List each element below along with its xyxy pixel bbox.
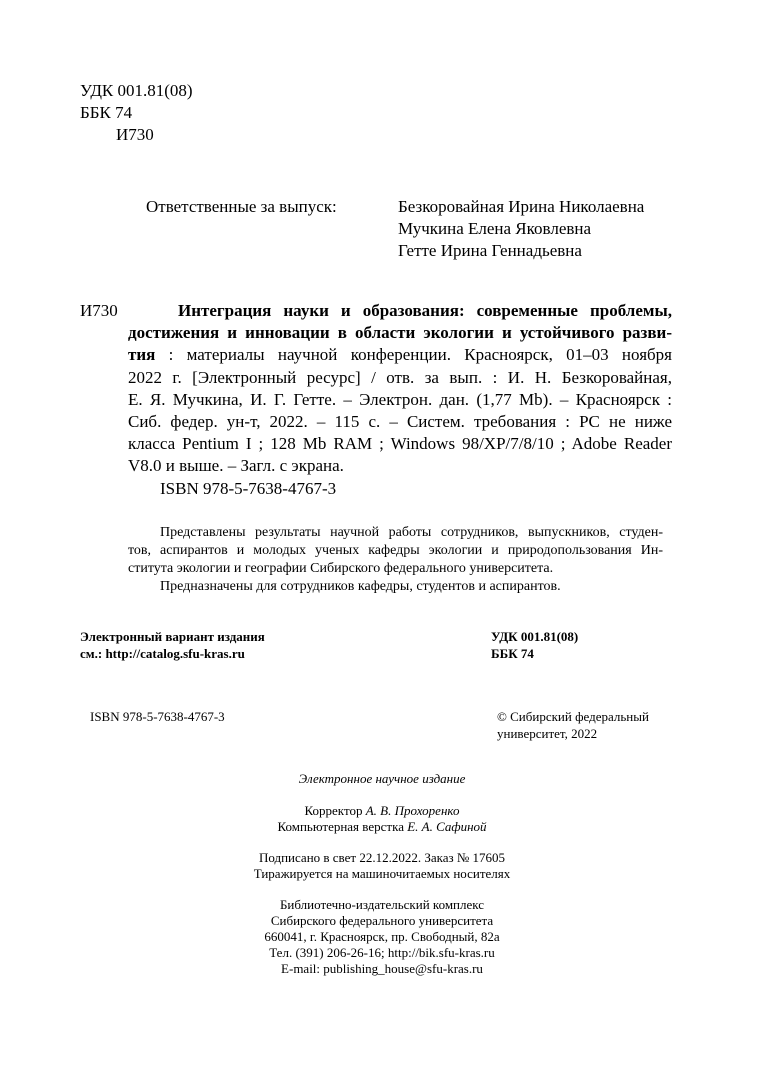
biblio-line [128, 344, 672, 366]
publisher-line: Библиотечно-издательский комплекс [279, 897, 485, 912]
annotation-line: ститута экологии и географии Сибирского федерального университета. [128, 561, 554, 576]
edition-type: Электронное научное издание [298, 771, 466, 786]
author-mark: И730 [116, 125, 154, 144]
bbk-code: ББК 74 [80, 103, 133, 122]
copyright-line: университет, 2022 [497, 726, 598, 741]
biblio-line: V8.0 и выше. – Загл. с экрана. [128, 456, 344, 476]
isbn: ISBN 978-5-7638-4767-3 [90, 709, 225, 724]
publisher-phone: Тел. (391) 206-26-16; http://bik.sfu-kras.ru [269, 945, 495, 960]
annotation-line: Предназначены для сотрудников кафедры, студентов и аспирантов. [160, 579, 561, 594]
responsible-name: Безкоровайная Ирина Николаевна [398, 197, 645, 216]
biblio-isbn: ISBN 978-5-7638-4767-3 [160, 478, 337, 498]
responsible-label: Ответственные за выпуск: [146, 197, 337, 216]
bibliographic-description [128, 300, 672, 500]
annotation [128, 524, 663, 596]
catalog-link: см.: http://catalog.sfu-kras.ru [80, 646, 245, 661]
biblio-author-mark: И730 [80, 301, 118, 320]
bbk-code-footer: ББК 74 [491, 646, 534, 661]
publisher-address: 660041, г. Красноярск, пр. Свободный, 82а [264, 929, 500, 944]
biblio-title-line: достижения и инновации в области экологии и устойчивого разви- [128, 323, 672, 343]
corrector-line [0, 802, 764, 819]
biblio-line: 2022 г. [Электронный ресурс] / отв. за вып. : И. Н. Безкоровайная, [128, 367, 672, 387]
publisher-line: Сибирского федерального университета [270, 913, 494, 928]
replication-line: Тиражируется на машиночитаемых носителях [253, 866, 511, 881]
signed-line: Подписано в свет 22.12.2022. Заказ № 17605 [258, 850, 506, 865]
annotation-line: тов, аспирантов и молодых ученых кафедры экологии и природопользования Ин- [128, 543, 663, 558]
biblio-line: класса Pentium I ; 128 Mb RAM ; Windows 98/XP/7/8/10 ; Adobe Reader [128, 434, 672, 454]
biblio-line: Сиб. федер. ун-т, 2022. – 115 с. – Систем. требования : PC не ниже [128, 412, 672, 432]
layout-line [0, 818, 764, 835]
copyright-line: © Сибирский федеральный [497, 709, 649, 724]
udk-code-footer: УДК 001.81(08) [491, 629, 579, 644]
layout-name: Е. А. Сафиной [407, 819, 487, 834]
layout-label: Компьютерная верстка [277, 819, 408, 834]
biblio-title-end: тия [128, 345, 156, 365]
responsible-name: Гетте Ирина Геннадьевна [398, 241, 582, 260]
biblio-title-line: Интеграция науки и образования: современные проблемы, [178, 301, 672, 320]
biblio-line: Е. Я. Мучкина, И. Г. Гетте. – Электрон. дан. (1,77 Mb). – Красноярск : [128, 389, 672, 409]
annotation-line: Представлены результаты научной работы сотрудников, выпускников, студен- [160, 525, 663, 540]
responsible-name: Мучкина Елена Яковлевна [398, 219, 592, 238]
publisher-email: E-mail: publishing_house@sfu-kras.ru [281, 961, 483, 976]
electronic-version-label: Электронный вариант издания [80, 629, 265, 644]
biblio-line-text: : материалы научной конференции. Красноярск, 01–03 ноября [155, 345, 672, 365]
corrector-name: А. В. Прохоренко [365, 803, 460, 818]
corrector-label: Корректор [304, 803, 366, 818]
udk-code: УДК 001.81(08) [80, 81, 193, 100]
